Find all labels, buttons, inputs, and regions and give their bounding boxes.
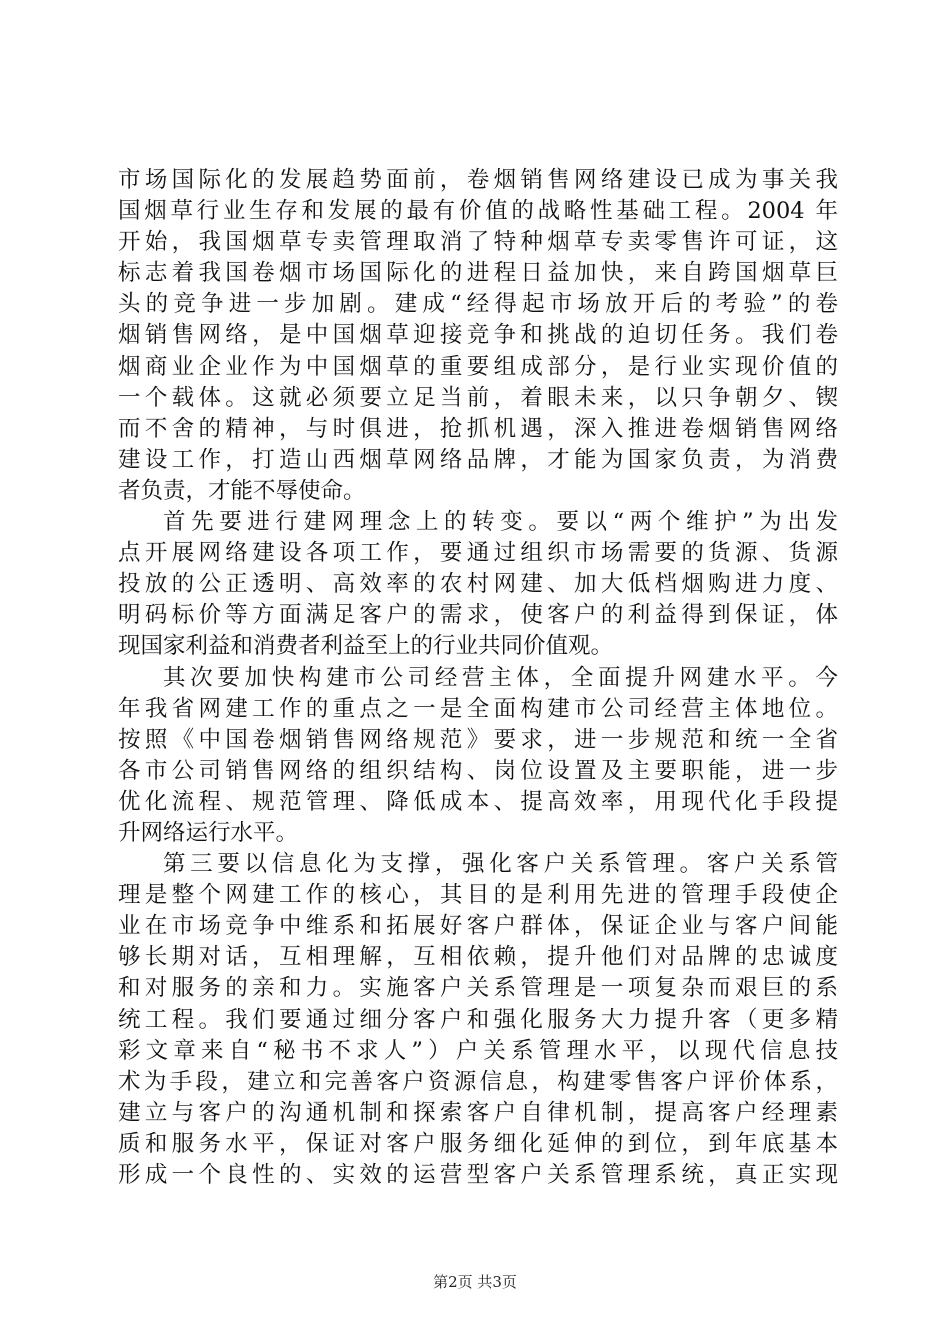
text-line: 标志着我国卷烟市场国际化的进程日益加快，来自跨国烟草巨	[118, 260, 838, 287]
text-line: 而不舍的精神，与时俱进，抢抓机遇，深入推进卷烟销售网络	[118, 415, 838, 442]
paragraph-start-line: 首先要进行建网理念上的转变。要以“两个维护”为出发	[163, 509, 838, 536]
text-line: 形成一个良性的、实效的运营型客户关系管理系统，真正实现	[118, 1162, 838, 1188]
text-line: 升网络运行水平。	[118, 819, 299, 846]
text-line: 头的竞争进一步加剧。建成“经得起市场放开后的考验”的卷	[118, 291, 838, 318]
text-line: 烟商业企业作为中国烟草的重要组成部分，是行业实现价值的	[118, 353, 838, 380]
text-line: 建设工作，打造山西烟草网络品牌，才能为国家负责，为消费	[118, 446, 838, 473]
text-line: 年我省网建工作的重点之一是全面构建市公司经营主体地位。	[118, 695, 838, 722]
document-body	[118, 165, 838, 1191]
text-line: 开始，我国烟草专卖管理取消了特种烟草专卖零售许可证，这	[118, 229, 838, 256]
text-line: 质和服务水平，保证对客户服务细化延伸的到位，到年底基本	[118, 1130, 838, 1157]
text-line: 烟销售网络，是中国烟草迎接竞争和挑战的迫切任务。我们卷	[118, 322, 838, 349]
text-line: 统工程。我们要通过细分客户和强化服务大力提升客（更多精	[118, 1006, 838, 1033]
text-line: 国烟草行业生存和发展的最有价值的战略性基础工程。2004 年	[118, 198, 838, 225]
text-line: 建立与客户的沟通机制和探索客户自律机制，提高客户经理素	[118, 1099, 838, 1126]
paragraph-start-line: 第三要以信息化为支撑，强化客户关系管理。客户关系管	[163, 851, 838, 878]
text-line: 优化流程、规范管理、降低成本、提高效率，用现代化手段提	[118, 788, 838, 815]
text-line: 者负责，才能不辱使命。	[118, 477, 366, 504]
text-line: 业在市场竞争中维系和拓展好客户群体，保证企业与客户间能	[118, 913, 838, 940]
paragraph-start-line: 其次要加快构建市公司经营主体，全面提升网建水平。今	[163, 664, 838, 691]
text-line: 各市公司销售网络的组织结构、岗位设置及主要职能，进一步	[118, 757, 838, 784]
text-line: 彩文章来自“秘书不求人”）户关系管理水平，以现代信息技	[118, 1037, 838, 1064]
text-line: 理是整个网建工作的核心，其目的是利用先进的管理手段使企	[118, 882, 838, 909]
text-line: 和对服务的亲和力。实施客户关系管理是一项复杂而艰巨的系	[118, 975, 838, 1002]
text-line: 投放的公正透明、高效率的农村网建、加大低档烟购进力度、	[118, 571, 838, 598]
page-footer: 第2页 共3页	[433, 1273, 517, 1291]
text-line: 现国家利益和消费者利益至上的行业共同价值观。	[118, 633, 614, 660]
text-line: 一个载体。这就必须要立足当前，着眼未来，以只争朝夕、锲	[118, 384, 838, 411]
text-line: 市场国际化的发展趋势面前，卷烟销售网络建设已成为事关我	[118, 167, 838, 193]
text-line: 点开展网络建设各项工作，要通过组织市场需要的货源、货源	[118, 540, 838, 567]
text-line: 明码标价等方面满足客户的需求，使客户的利益得到保证，体	[118, 602, 838, 629]
text-line: 够长期对话，互相理解，互相依赖，提升他们对品牌的忠诚度	[118, 944, 838, 971]
text-line: 术为手段，建立和完善客户资源信息，构建零售客户评价体系，	[118, 1068, 838, 1095]
text-line: 按照《中国卷烟销售网络规范》要求，进一步规范和统一全省	[118, 726, 838, 753]
